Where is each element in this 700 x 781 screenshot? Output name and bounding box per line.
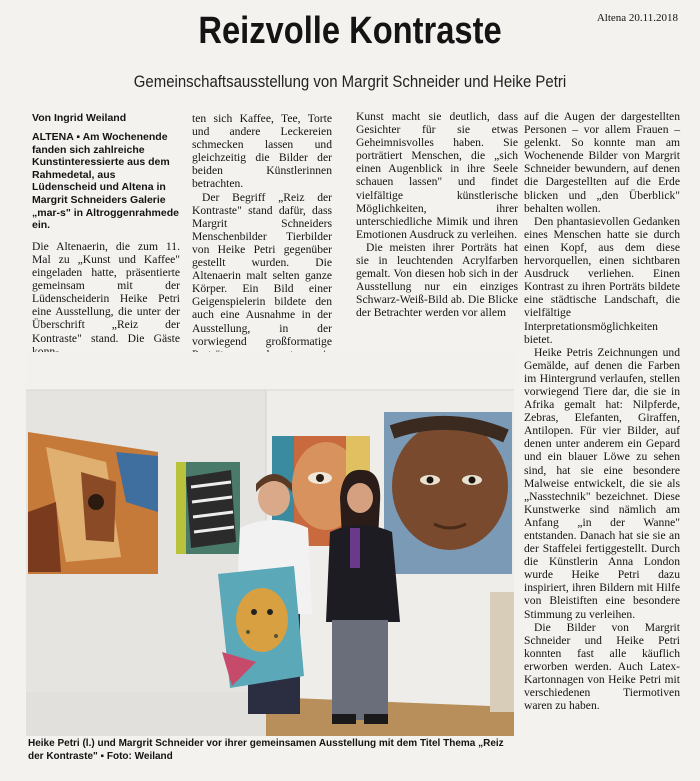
giraffe-painting bbox=[28, 432, 158, 574]
byline: Von Ingrid Weiland bbox=[32, 112, 127, 124]
subheadline: Gemeinschaftsausstellung von Margrit Schneider und Heike Petri bbox=[133, 72, 567, 91]
column-3 bbox=[356, 110, 518, 320]
dateline: Altena 20.11.2018 bbox=[596, 12, 678, 24]
column-4 bbox=[524, 110, 680, 712]
body-paragraph: Die Altenaerin, die zum 11. Mal zu „Kunst und Kaffee" eingeladen hatte, präsentierte gemeinsam mit der Lüdenscheiderin Heike Petri eine Ausstellung, die unter der Überschrift „Reiz der Kontraste" stand. Die Gäste bbox=[32, 239, 180, 345]
body-paragraph: Die meisten ihrer Porträts hat sie in leuchtenden Acrylfarben gemalt. Von diesen hob sich in der Ausstellung nur ein einziges Schwarz-Weiß-Bild ab. Die Blicke der Betrachter werden vor allem bbox=[356, 240, 518, 320]
column-2 bbox=[192, 112, 332, 387]
photo-illustration bbox=[26, 352, 514, 736]
lead-paragraph: ALTENA ▪ Am Wochenende fanden sich zahlreiche Kunstinteressierte aus dem Rahmedetal, aus Lüdenscheid und Altena in Margrit Schneiders Galerie „mar-s" in Altroggenrahmede ein. bbox=[32, 131, 179, 232]
body-paragraph: Heike Petris Zeichnungen und Gemälde, auf denen die Farben im Hintergrund verlaufen, stellen vorwiegend Tiere dar, die sie in Afrika gemalt hat: Nilpferde, Zebras, Elefanten, Giraffen, Antilopen. Für vier Bilder, auf denen unter anderem ein Gepard und ein blauer Löwe zu sehen sind, hat sie eine besondere Malweise entwickelt, die sie als „Nasstechnik" bezeichnet. Diese Kunstwerke sind nämlich am Anfang „in der Wanne" entstanden. Danach hat sie sie an der Staffelei fertiggestellt. Durch die Künstlerin Anna London wurde Heike Petri dazu inspiriert, ihren Bildern mit Hilfe von Bleistiften eine besondere Stimmung zu verleihen. bbox=[524, 345, 680, 621]
body-paragraph: ten sich Kaffee, Tee, Torte und andere Leckereien schmecken lassen und gleichzeitig die Bilder der beiden Künstlerinnen betrachten. bbox=[192, 112, 332, 191]
zebra-painting bbox=[176, 462, 240, 554]
exhibition-photo bbox=[26, 352, 514, 736]
body-paragraph: auf die Augen der dargestellten Personen – vor allem Frauen – gelenkt. So konnte man am Wochenende Bilder von Margrit Schneider bewundern, auf denen die Dargestellten auf die Erde blicken und „den Überblick" behalten wollen. bbox=[524, 110, 680, 215]
headline: Reizvolle Kontraste bbox=[198, 10, 502, 52]
body-paragraph: Der Begriff „Reiz der Kontraste" stand dafür, dass Margrit Schneiders Menschenbilder Tierbilder von Heike Petri gegenüber gestellt wurden. Die Altenaerin malt selten ganze Körper. Ein Bild einer Geigenspielerin bildete den auch eine Ausnahme in der Ausstellung, in der vorwiegend großformatige bbox=[192, 190, 332, 348]
body-paragraph: Kunst macht sie deutlich, dass Gesichter für sie etwas Geheimnisvolles haben. Sie porträtiert Menschen, die „sich einen Augenblick in ihre Seele schauen lassen" und findet vielfältige künstlerische Möglichkeiten, ihrer unterschiedliche Mimik und ihren Emotionen Ausdruck zu verleihen. bbox=[356, 110, 518, 241]
cheetah-painting bbox=[218, 566, 304, 688]
body-paragraph: Den phantasievollen Gedanken eines Menschen hatte sie durch einen Kopf, aus dem diese hervorquellen, einen sichtbaren Ausdruck verliehen. Einen Kontrast zu ihren Porträts bildete eine städtische Landschaft, die vielfältige Interpretationsmöglichkeiten bietet. bbox=[524, 214, 680, 346]
column-1 bbox=[32, 112, 180, 358]
boy-portrait-painting bbox=[384, 412, 512, 574]
body-paragraph: Die Bilder von Margrit Schneider und Heike Petri konnten fast alle käuflich erworben werden. Auch Latex-Kartonnagen von Heike Petri mit verschiedenen Tiermotiven waren zu haben. bbox=[524, 620, 680, 713]
photo-caption: Heike Petri (l.) und Margrit Schneider vor ihrer gemeinsamen Ausstellung mit dem Titel Thema „Reiz der Kontraste" ▪ Foto: Weiland bbox=[28, 738, 504, 762]
